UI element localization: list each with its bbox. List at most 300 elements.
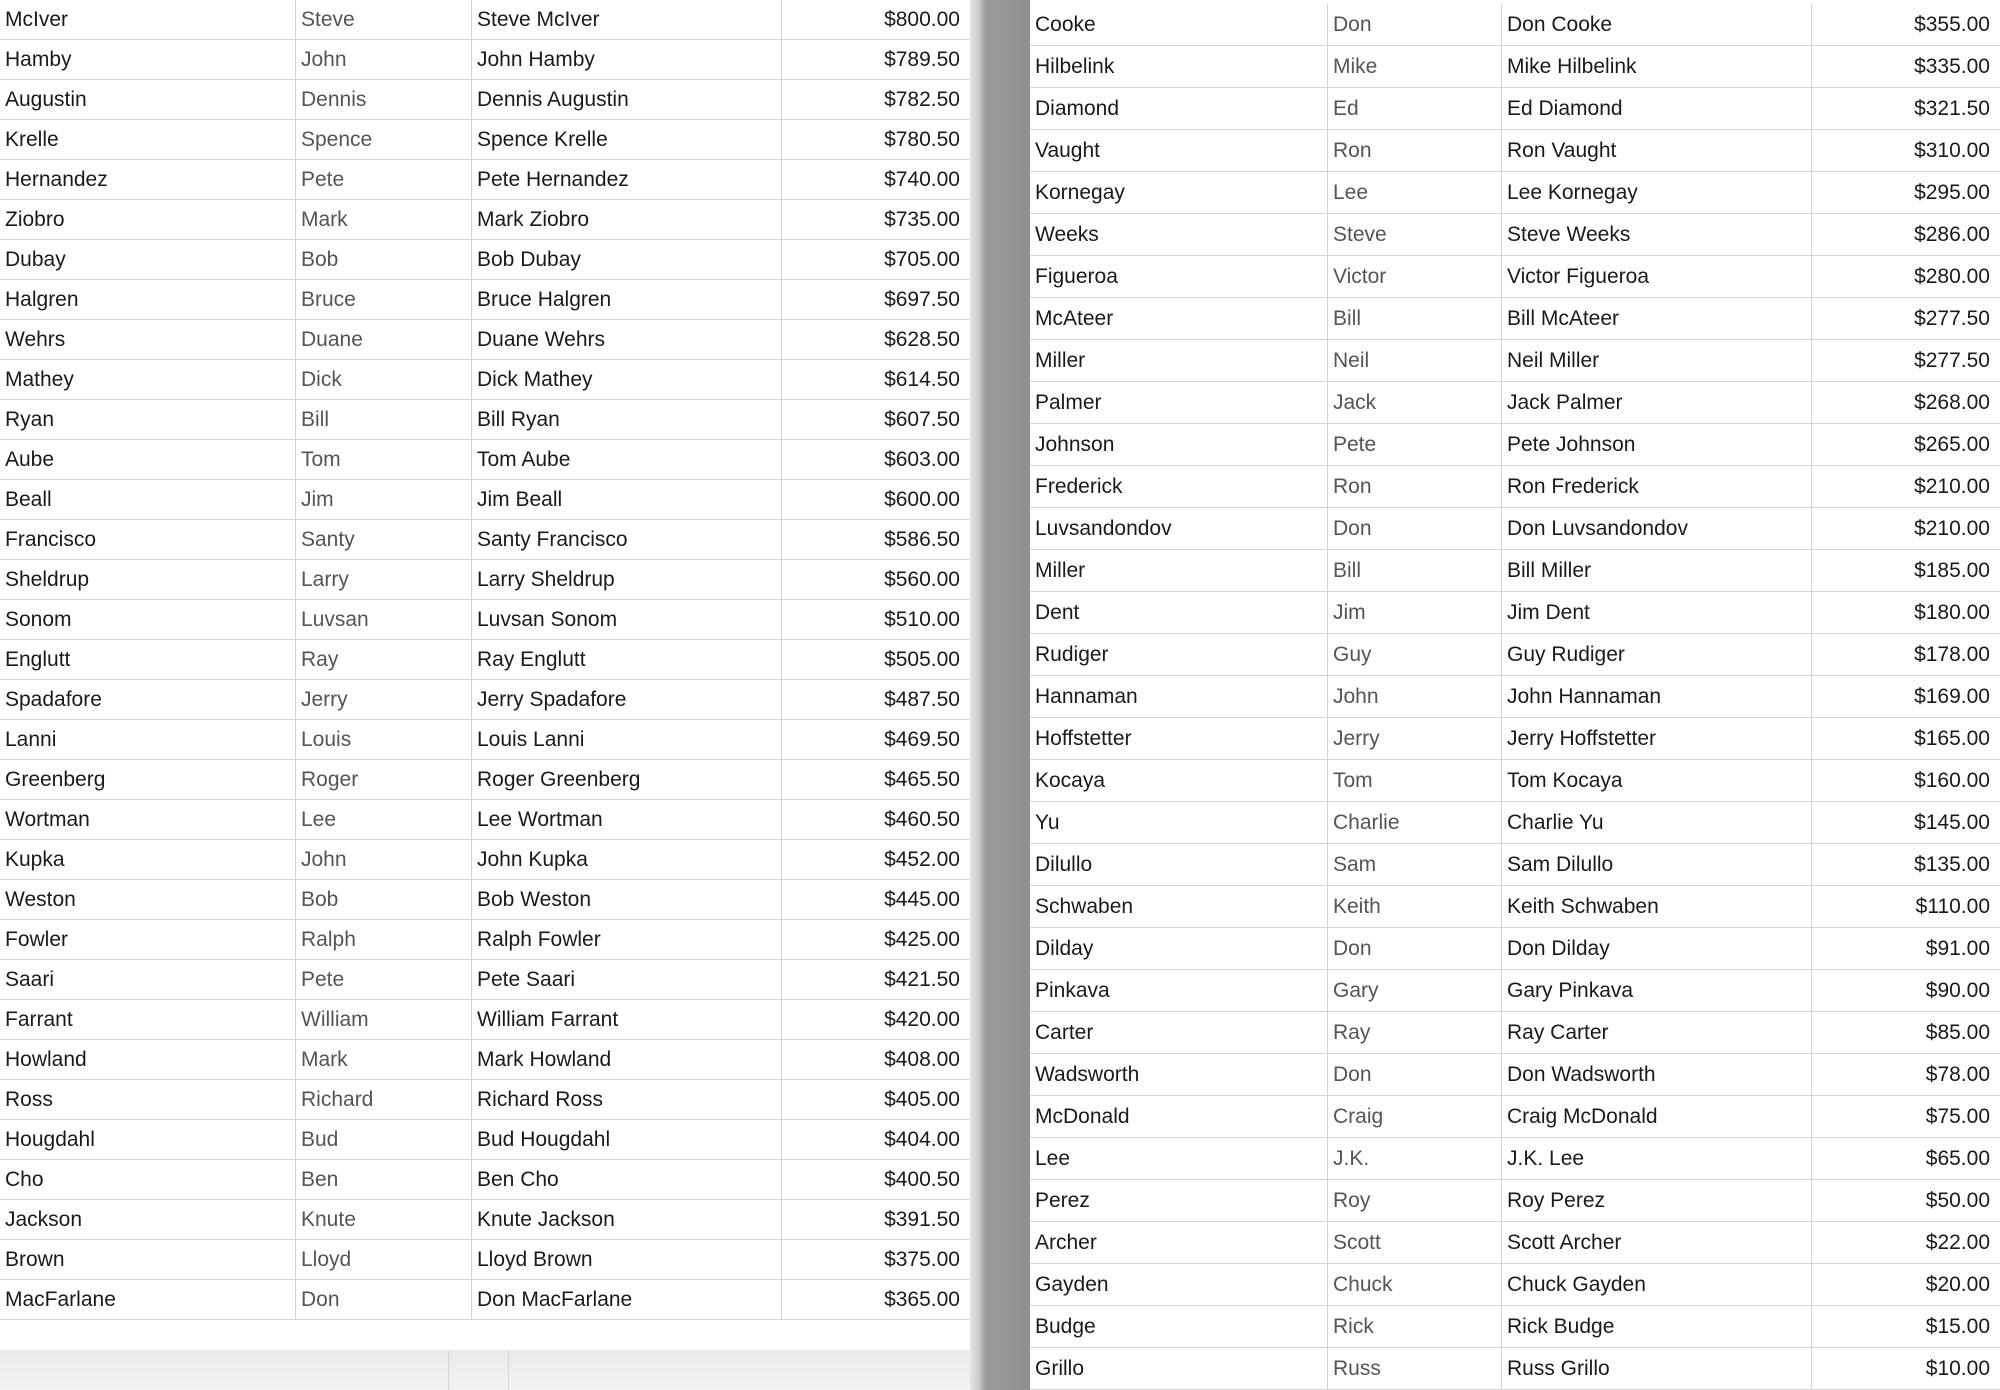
amount-cell[interactable]: $265.00 [1914,432,1990,456]
last-name-cell[interactable]: Luvsandondov [1030,508,1328,549]
amount-cell[interactable]: $560.00 [884,567,960,591]
full-name-cell[interactable]: Don Wadsworth [1502,1054,1812,1095]
table-row[interactable] [1030,1306,2000,1348]
amount-cell[interactable]: $607.50 [884,407,960,431]
table-row[interactable] [1030,760,2000,802]
table-row[interactable] [1030,1054,2000,1096]
left-spreadsheet-pane[interactable] [0,0,970,1390]
first-name-cell[interactable]: Tom [1328,760,1502,801]
full-name-cell[interactable]: Scott Archer [1502,1222,1812,1263]
full-name-cell[interactable]: Bill McAteer [1502,298,1812,339]
last-name-cell[interactable]: Hamby [0,40,296,79]
table-row[interactable] [0,240,970,280]
full-name-cell[interactable]: Pete Johnson [1502,424,1812,465]
table-row[interactable] [1030,634,2000,676]
last-name-cell[interactable]: Hilbelink [1030,46,1328,87]
amount-cell[interactable]: $365.00 [884,1287,960,1311]
table-row[interactable] [1030,466,2000,508]
full-name-cell[interactable]: Bill Miller [1502,550,1812,591]
full-name-cell[interactable]: Duane Wehrs [472,320,782,359]
first-name-cell[interactable]: Victor [1328,256,1502,297]
last-name-cell[interactable]: Kocaya [1030,760,1328,801]
table-row[interactable] [1030,550,2000,592]
first-name-cell[interactable]: John [1328,676,1502,717]
full-name-cell[interactable]: Charlie Yu [1502,802,1812,843]
table-row[interactable] [0,40,970,80]
full-name-cell[interactable]: Chuck Gayden [1502,1264,1812,1305]
last-name-cell[interactable]: Fowler [0,920,296,959]
full-name-cell[interactable]: Richard Ross [472,1080,782,1119]
first-name-cell[interactable]: Jerry [296,680,472,719]
last-name-cell[interactable]: MacFarlane [0,1280,296,1319]
full-name-cell[interactable]: Pete Hernandez [472,160,782,199]
amount-cell[interactable]: $178.00 [1914,642,1990,666]
amount-cell[interactable]: $800.00 [884,7,960,31]
amount-cell[interactable]: $78.00 [1925,1062,1990,1086]
table-row[interactable] [1030,970,2000,1012]
last-name-cell[interactable]: Jackson [0,1200,296,1239]
table-row[interactable] [0,880,970,920]
full-name-cell[interactable]: Tom Kocaya [1502,760,1812,801]
full-name-cell[interactable]: Rick Budge [1502,1306,1812,1347]
last-name-cell[interactable]: Palmer [1030,382,1328,423]
first-name-cell[interactable]: Rick [1328,1306,1502,1347]
amount-cell[interactable]: $452.00 [884,847,960,871]
full-name-cell[interactable]: Ron Frederick [1502,466,1812,507]
first-name-cell[interactable]: Sam [1328,844,1502,885]
first-name-cell[interactable]: Jerry [1328,718,1502,759]
last-name-cell[interactable]: Grillo [1030,1348,1328,1389]
first-name-cell[interactable]: John [296,40,472,79]
table-row[interactable] [1030,592,2000,634]
amount-cell[interactable]: $280.00 [1914,264,1990,288]
amount-cell[interactable]: $20.00 [1925,1272,1990,1296]
first-name-cell[interactable]: Ray [296,640,472,679]
amount-cell[interactable]: $735.00 [884,207,960,231]
table-row[interactable] [0,0,970,40]
amount-cell[interactable]: $22.00 [1925,1230,1990,1254]
full-name-cell[interactable]: Larry Sheldrup [472,560,782,599]
amount-cell[interactable]: $487.50 [884,687,960,711]
table-row[interactable] [0,720,970,760]
first-name-cell[interactable]: Keith [1328,886,1502,927]
amount-cell[interactable]: $165.00 [1914,726,1990,750]
table-row[interactable] [0,480,970,520]
full-name-cell[interactable]: Russ Grillo [1502,1348,1812,1389]
last-name-cell[interactable]: Sonom [0,600,296,639]
amount-cell[interactable]: $445.00 [884,887,960,911]
last-name-cell[interactable]: Hernandez [0,160,296,199]
table-row[interactable] [0,600,970,640]
last-name-cell[interactable]: McDonald [1030,1096,1328,1137]
amount-cell[interactable]: $160.00 [1914,768,1990,792]
table-row[interactable] [0,760,970,800]
last-name-cell[interactable]: Englutt [0,640,296,679]
first-name-cell[interactable]: Ed [1328,88,1502,129]
full-name-cell[interactable]: Bill Ryan [472,400,782,439]
full-name-cell[interactable]: Roy Perez [1502,1180,1812,1221]
full-name-cell[interactable]: Jim Dent [1502,592,1812,633]
full-name-cell[interactable]: Ed Diamond [1502,88,1812,129]
full-name-cell[interactable]: Don Dilday [1502,928,1812,969]
last-name-cell[interactable]: Lee [1030,1138,1328,1179]
table-row[interactable] [0,320,970,360]
table-row[interactable] [1030,4,2000,46]
full-name-cell[interactable]: Keith Schwaben [1502,886,1812,927]
first-name-cell[interactable]: Don [1328,4,1502,45]
table-row[interactable] [0,440,970,480]
amount-cell[interactable]: $780.50 [884,127,960,151]
full-name-cell[interactable]: Tom Aube [472,440,782,479]
last-name-cell[interactable]: Frederick [1030,466,1328,507]
table-row[interactable] [1030,340,2000,382]
full-name-cell[interactable]: William Farrant [472,1000,782,1039]
first-name-cell[interactable]: Don [1328,508,1502,549]
first-name-cell[interactable]: Bill [1328,550,1502,591]
amount-cell[interactable]: $705.00 [884,247,960,271]
scrollbar-track-segment[interactable] [0,1350,449,1390]
last-name-cell[interactable]: McIver [0,0,296,39]
table-row[interactable] [0,120,970,160]
amount-cell[interactable]: $628.50 [884,327,960,351]
full-name-cell[interactable]: Roger Greenberg [472,760,782,799]
last-name-cell[interactable]: Johnson [1030,424,1328,465]
first-name-cell[interactable]: Mike [1328,46,1502,87]
table-row[interactable] [0,200,970,240]
table-row[interactable] [0,680,970,720]
first-name-cell[interactable]: William [296,1000,472,1039]
full-name-cell[interactable]: Lee Wortman [472,800,782,839]
amount-cell[interactable]: $185.00 [1914,558,1990,582]
table-row[interactable] [0,400,970,440]
first-name-cell[interactable]: Jack [1328,382,1502,423]
amount-cell[interactable]: $697.50 [884,287,960,311]
amount-cell[interactable]: $469.50 [884,727,960,751]
amount-cell[interactable]: $90.00 [1925,978,1990,1002]
table-row[interactable] [1030,718,2000,760]
first-name-cell[interactable]: Gary [1328,970,1502,1011]
first-name-cell[interactable]: Pete [1328,424,1502,465]
full-name-cell[interactable]: Pete Saari [472,960,782,999]
full-name-cell[interactable]: Mark Ziobro [472,200,782,239]
first-name-cell[interactable]: Ron [1328,466,1502,507]
last-name-cell[interactable]: Gayden [1030,1264,1328,1305]
first-name-cell[interactable]: Guy [1328,634,1502,675]
last-name-cell[interactable]: Perez [1030,1180,1328,1221]
first-name-cell[interactable]: Don [1328,1054,1502,1095]
amount-cell[interactable]: $404.00 [884,1127,960,1151]
full-name-cell[interactable]: Ron Vaught [1502,130,1812,171]
last-name-cell[interactable]: Budge [1030,1306,1328,1347]
first-name-cell[interactable]: Ron [1328,130,1502,171]
last-name-cell[interactable]: Kupka [0,840,296,879]
first-name-cell[interactable]: Bill [296,400,472,439]
full-name-cell[interactable]: Ray Englutt [472,640,782,679]
full-name-cell[interactable]: Jerry Hoffstetter [1502,718,1812,759]
table-row[interactable] [0,280,970,320]
last-name-cell[interactable]: Wortman [0,800,296,839]
full-name-cell[interactable]: Ben Cho [472,1160,782,1199]
amount-cell[interactable]: $268.00 [1914,390,1990,414]
table-row[interactable] [0,1040,970,1080]
amount-cell[interactable]: $425.00 [884,927,960,951]
full-name-cell[interactable]: Ray Carter [1502,1012,1812,1053]
table-row[interactable] [1030,1012,2000,1054]
last-name-cell[interactable]: Halgren [0,280,296,319]
table-row[interactable] [1030,508,2000,550]
table-row[interactable] [0,840,970,880]
last-name-cell[interactable]: Weston [0,880,296,919]
first-name-cell[interactable]: Knute [296,1200,472,1239]
table-row[interactable] [0,960,970,1000]
last-name-cell[interactable]: Ziobro [0,200,296,239]
table-row[interactable] [1030,1264,2000,1306]
full-name-cell[interactable]: Bob Dubay [472,240,782,279]
amount-cell[interactable]: $145.00 [1914,810,1990,834]
first-name-cell[interactable]: Bill [1328,298,1502,339]
full-name-cell[interactable]: Guy Rudiger [1502,634,1812,675]
last-name-cell[interactable]: Diamond [1030,88,1328,129]
last-name-cell[interactable]: Dent [1030,592,1328,633]
amount-cell[interactable]: $505.00 [884,647,960,671]
amount-cell[interactable]: $789.50 [884,47,960,71]
first-name-cell[interactable]: Steve [1328,214,1502,255]
amount-cell[interactable]: $75.00 [1925,1104,1990,1128]
first-name-cell[interactable]: Craig [1328,1096,1502,1137]
last-name-cell[interactable]: Wehrs [0,320,296,359]
first-name-cell[interactable]: Louis [296,720,472,759]
first-name-cell[interactable]: Chuck [1328,1264,1502,1305]
last-name-cell[interactable]: Dilullo [1030,844,1328,885]
first-name-cell[interactable]: Roger [296,760,472,799]
last-name-cell[interactable]: Schwaben [1030,886,1328,927]
amount-cell[interactable]: $15.00 [1925,1314,1990,1338]
full-name-cell[interactable]: Dick Mathey [472,360,782,399]
last-name-cell[interactable]: Rudiger [1030,634,1328,675]
table-row[interactable] [1030,172,2000,214]
first-name-cell[interactable]: Jim [1328,592,1502,633]
first-name-cell[interactable]: J.K. [1328,1138,1502,1179]
last-name-cell[interactable]: Aube [0,440,296,479]
first-name-cell[interactable]: Spence [296,120,472,159]
last-name-cell[interactable]: Dubay [0,240,296,279]
full-name-cell[interactable]: Knute Jackson [472,1200,782,1239]
full-name-cell[interactable]: Mark Howland [472,1040,782,1079]
full-name-cell[interactable]: Bruce Halgren [472,280,782,319]
full-name-cell[interactable]: Steve McIver [472,0,782,39]
last-name-cell[interactable]: Hougdahl [0,1120,296,1159]
table-row[interactable] [1030,424,2000,466]
first-name-cell[interactable]: Santy [296,520,472,559]
amount-cell[interactable]: $460.50 [884,807,960,831]
table-row[interactable] [1030,676,2000,718]
last-name-cell[interactable]: Weeks [1030,214,1328,255]
last-name-cell[interactable]: Mathey [0,360,296,399]
table-row[interactable] [1030,88,2000,130]
amount-cell[interactable]: $91.00 [1925,936,1990,960]
first-name-cell[interactable]: Bob [296,240,472,279]
table-row[interactable] [1030,928,2000,970]
full-name-cell[interactable]: Ralph Fowler [472,920,782,959]
last-name-cell[interactable]: Miller [1030,550,1328,591]
table-row[interactable] [1030,130,2000,172]
last-name-cell[interactable]: Howland [0,1040,296,1079]
full-name-cell[interactable]: Craig McDonald [1502,1096,1812,1137]
table-row[interactable] [0,1280,970,1320]
table-row[interactable] [0,640,970,680]
table-row[interactable] [1030,1138,2000,1180]
last-name-cell[interactable]: Dilday [1030,928,1328,969]
first-name-cell[interactable]: Pete [296,960,472,999]
full-name-cell[interactable]: Bud Hougdahl [472,1120,782,1159]
table-row[interactable] [0,1000,970,1040]
amount-cell[interactable]: $210.00 [1914,474,1990,498]
last-name-cell[interactable]: Greenberg [0,760,296,799]
first-name-cell[interactable]: Bruce [296,280,472,319]
full-name-cell[interactable]: Louis Lanni [472,720,782,759]
last-name-cell[interactable]: Cho [0,1160,296,1199]
table-row[interactable] [0,800,970,840]
table-row[interactable] [0,80,970,120]
amount-cell[interactable]: $355.00 [1914,12,1990,36]
first-name-cell[interactable]: Charlie [1328,802,1502,843]
amount-cell[interactable]: $50.00 [1925,1188,1990,1212]
first-name-cell[interactable]: Ray [1328,1012,1502,1053]
amount-cell[interactable]: $310.00 [1914,138,1990,162]
table-row[interactable] [1030,844,2000,886]
full-name-cell[interactable]: J.K. Lee [1502,1138,1812,1179]
amount-cell[interactable]: $277.50 [1914,348,1990,372]
table-row[interactable] [0,920,970,960]
full-name-cell[interactable]: Don Luvsandondov [1502,508,1812,549]
full-name-cell[interactable]: Steve Weeks [1502,214,1812,255]
amount-cell[interactable]: $614.50 [884,367,960,391]
first-name-cell[interactable]: Lee [296,800,472,839]
first-name-cell[interactable]: Dennis [296,80,472,119]
amount-cell[interactable]: $420.00 [884,1007,960,1031]
first-name-cell[interactable]: Lee [1328,172,1502,213]
full-name-cell[interactable]: Luvsan Sonom [472,600,782,639]
full-name-cell[interactable]: John Hannaman [1502,676,1812,717]
full-name-cell[interactable]: Jack Palmer [1502,382,1812,423]
last-name-cell[interactable]: Augustin [0,80,296,119]
table-row[interactable] [0,160,970,200]
first-name-cell[interactable]: Ben [296,1160,472,1199]
first-name-cell[interactable]: Mark [296,1040,472,1079]
last-name-cell[interactable]: Farrant [0,1000,296,1039]
amount-cell[interactable]: $782.50 [884,87,960,111]
amount-cell[interactable]: $135.00 [1914,852,1990,876]
last-name-cell[interactable]: Figueroa [1030,256,1328,297]
full-name-cell[interactable]: Spence Krelle [472,120,782,159]
amount-cell[interactable]: $400.50 [884,1167,960,1191]
last-name-cell[interactable]: Saari [0,960,296,999]
last-name-cell[interactable]: Cooke [1030,4,1328,45]
table-row[interactable] [1030,46,2000,88]
amount-cell[interactable]: $85.00 [1925,1020,1990,1044]
full-name-cell[interactable]: Gary Pinkava [1502,970,1812,1011]
last-name-cell[interactable]: Carter [1030,1012,1328,1053]
table-row[interactable] [0,560,970,600]
first-name-cell[interactable]: Bob [296,880,472,919]
last-name-cell[interactable]: Lanni [0,720,296,759]
first-name-cell[interactable]: Dick [296,360,472,399]
full-name-cell[interactable]: Lloyd Brown [472,1240,782,1279]
full-name-cell[interactable]: Jerry Spadafore [472,680,782,719]
table-row[interactable] [1030,298,2000,340]
first-name-cell[interactable]: Richard [296,1080,472,1119]
table-row[interactable] [1030,1096,2000,1138]
first-name-cell[interactable]: Luvsan [296,600,472,639]
table-row[interactable] [1030,1222,2000,1264]
full-name-cell[interactable]: John Hamby [472,40,782,79]
amount-cell[interactable]: $405.00 [884,1087,960,1111]
amount-cell[interactable]: $180.00 [1914,600,1990,624]
table-row[interactable] [0,1240,970,1280]
table-row[interactable] [1030,382,2000,424]
last-name-cell[interactable]: Sheldrup [0,560,296,599]
amount-cell[interactable]: $391.50 [884,1207,960,1231]
full-name-cell[interactable]: Santy Francisco [472,520,782,559]
table-row[interactable] [1030,802,2000,844]
last-name-cell[interactable]: Brown [0,1240,296,1279]
amount-cell[interactable]: $510.00 [884,607,960,631]
first-name-cell[interactable]: Lloyd [296,1240,472,1279]
table-row[interactable] [1030,886,2000,928]
table-row[interactable] [0,1120,970,1160]
amount-cell[interactable]: $375.00 [884,1247,960,1271]
first-name-cell[interactable]: Bud [296,1120,472,1159]
amount-cell[interactable]: $10.00 [1925,1356,1990,1380]
full-name-cell[interactable]: John Kupka [472,840,782,879]
last-name-cell[interactable]: Ross [0,1080,296,1119]
amount-cell[interactable]: $295.00 [1914,180,1990,204]
amount-cell[interactable]: $421.50 [884,967,960,991]
full-name-cell[interactable]: Don Cooke [1502,4,1812,45]
first-name-cell[interactable]: Tom [296,440,472,479]
amount-cell[interactable]: $169.00 [1914,684,1990,708]
first-name-cell[interactable]: Mark [296,200,472,239]
scrollbar-thumb[interactable] [448,1350,509,1390]
first-name-cell[interactable]: Jim [296,480,472,519]
table-row[interactable] [0,520,970,560]
first-name-cell[interactable]: Larry [296,560,472,599]
amount-cell[interactable]: $321.50 [1914,96,1990,120]
last-name-cell[interactable]: McAteer [1030,298,1328,339]
right-spreadsheet-pane[interactable] [1030,0,2000,1390]
amount-cell[interactable]: $277.50 [1914,306,1990,330]
full-name-cell[interactable]: Victor Figueroa [1502,256,1812,297]
first-name-cell[interactable]: Russ [1328,1348,1502,1389]
amount-cell[interactable]: $465.50 [884,767,960,791]
amount-cell[interactable]: $603.00 [884,447,960,471]
last-name-cell[interactable]: Hoffstetter [1030,718,1328,759]
last-name-cell[interactable]: Francisco [0,520,296,559]
full-name-cell[interactable]: Neil Miller [1502,340,1812,381]
amount-cell[interactable]: $586.50 [884,527,960,551]
last-name-cell[interactable]: Miller [1030,340,1328,381]
first-name-cell[interactable]: Don [1328,928,1502,969]
horizontal-scrollbar[interactable] [0,1350,970,1390]
last-name-cell[interactable]: Krelle [0,120,296,159]
last-name-cell[interactable]: Beall [0,480,296,519]
table-row[interactable] [1030,256,2000,298]
first-name-cell[interactable]: Ralph [296,920,472,959]
first-name-cell[interactable]: Scott [1328,1222,1502,1263]
amount-cell[interactable]: $286.00 [1914,222,1990,246]
amount-cell[interactable]: $335.00 [1914,54,1990,78]
amount-cell[interactable]: $600.00 [884,487,960,511]
